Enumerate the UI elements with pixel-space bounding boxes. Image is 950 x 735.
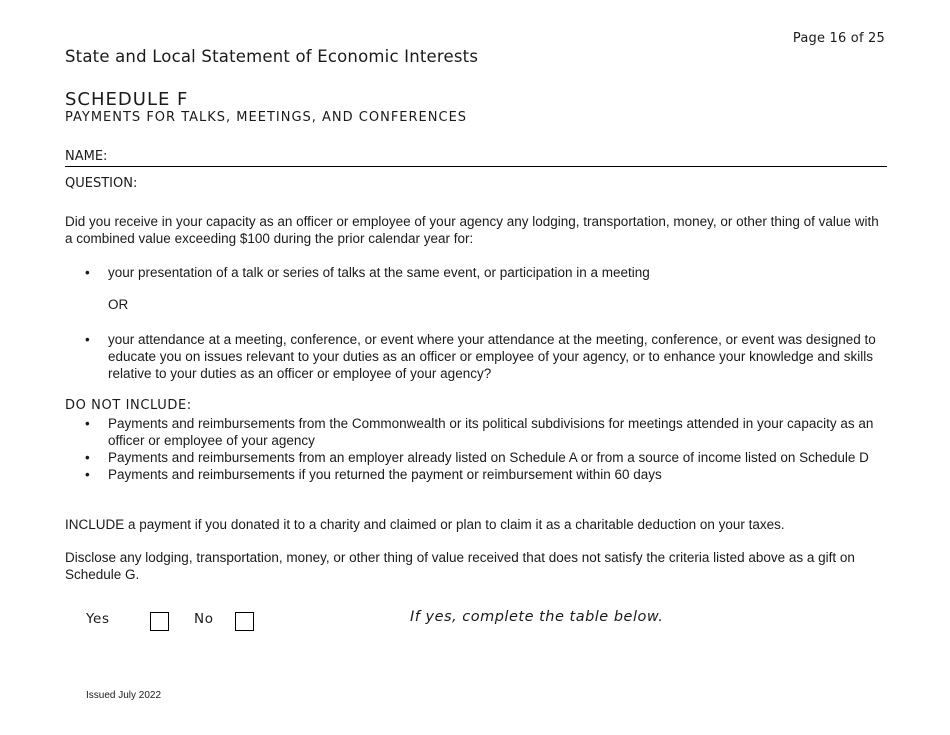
exclude-label: DO NOT INCLUDE: — [65, 398, 192, 413]
question-bullet-talk: • your presentation of a talk or series of talks at the same event, or participation in a meeting — [85, 264, 890, 281]
yes-label: Yes — [86, 611, 110, 627]
or-separator: OR — [108, 297, 129, 312]
schedule-subtitle: PAYMENTS FOR TALKS, MEETINGS, AND CONFERENCES — [65, 110, 468, 125]
question-bullet-attendance: • your attendance at a meeting, conference, or event where your attendance at the meeting, conference, or event was designed to educate you on issues relevant to your duties as an officer or employee of your agency, or to enhance your knowledge and skills relative to your duties as an officer or employee of your agency? — [85, 331, 890, 382]
question-bullet-list — [85, 331, 890, 382]
exclusion-list — [85, 415, 890, 483]
page-number: Page 16 of 25 — [792, 31, 885, 46]
if-yes-note: If yes, complete the table below. — [410, 609, 664, 625]
question-bullet-list — [85, 264, 890, 281]
no-checkbox[interactable] — [235, 612, 254, 631]
exclusion-item: • Payments and reimbursements if you returned the payment or reimbursement within 60 days — [85, 466, 890, 483]
question-label: QUESTION: — [65, 176, 138, 191]
disclose-instruction: Disclose any lodging, transportation, money, or other thing of value received that does not satisfy the criteria listed above as a gift on Schedule G. — [65, 550, 855, 582]
name-label: NAME: — [65, 149, 108, 164]
include-instruction: INCLUDE a payment if you donated it to a charity and claimed or plan to claim it as a charitable deduction on your taxes. — [65, 517, 785, 532]
no-label: No — [194, 611, 214, 627]
form-title: State and Local Statement of Economic Interests — [65, 47, 479, 66]
schedule-title: SCHEDULE F — [65, 89, 189, 110]
name-field-line[interactable] — [65, 166, 887, 167]
exclusion-item: • Payments and reimbursements from an employer already listed on Schedule A or from a source of income listed on Schedule D — [85, 449, 890, 466]
yes-checkbox[interactable] — [150, 612, 169, 631]
exclusion-item: • Payments and reimbursements from the Commonwealth or its political subdivisions for meetings attended in your capacity as an officer or employee of your agency — [85, 415, 890, 449]
question-text: Did you receive in your capacity as an officer or employee of your agency any lodging, transportation, money, or other thing of value with a combined value exceeding $100 during the prior calendar year for: — [65, 214, 879, 246]
issued-date: Issued July 2022 — [86, 690, 162, 701]
